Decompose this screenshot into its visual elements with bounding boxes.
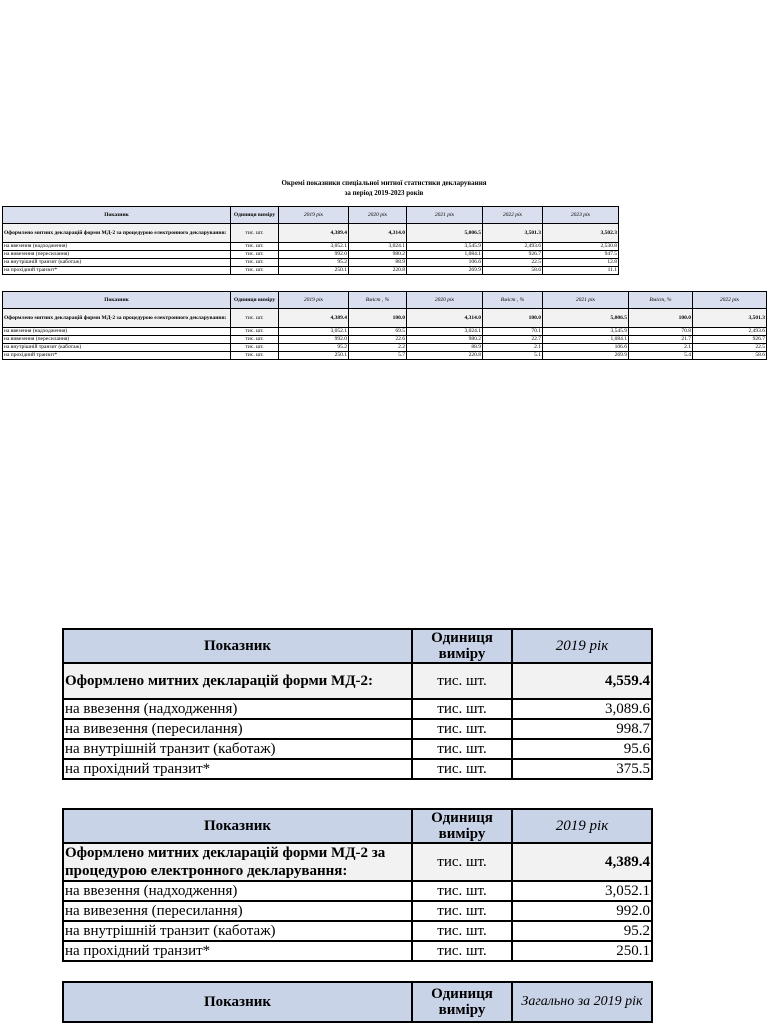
table-cell: тис. шт.	[231, 243, 279, 251]
header-cell: Вміст , %	[349, 292, 407, 309]
table2-body	[3, 328, 767, 360]
table-cell: 5.4	[629, 352, 693, 360]
table-cell: 100.0	[349, 309, 407, 328]
table-cell: тис. шт.	[231, 344, 279, 352]
table-row	[63, 719, 652, 739]
table-cell: 3,545.9	[407, 243, 483, 251]
table-cell: 220.8	[349, 267, 407, 275]
table-cell: тис. шт.	[231, 328, 279, 336]
header-cell: 2019 рік	[512, 629, 652, 663]
table-cell: 3,501.3	[483, 224, 543, 243]
table-cell: 998.7	[512, 719, 652, 739]
header-cell: Одиниця виміру	[412, 629, 512, 663]
table-cell: 95.2	[279, 344, 349, 352]
header-cell: Одиниця виміру	[412, 809, 512, 843]
table-row	[63, 941, 652, 961]
table-cell: на ввезення (надходження)	[3, 328, 231, 336]
table-cell: тис. шт.	[412, 941, 512, 961]
table-cell: тис. шт.	[412, 739, 512, 759]
table-cell: на прохідний транзит*	[63, 759, 412, 779]
table-cell: тис. шт.	[231, 251, 279, 259]
header-cell: Показник	[63, 809, 412, 843]
table-cell: 980.2	[407, 336, 483, 344]
table-cell: 3,089.6	[512, 699, 652, 719]
table-cell: 11.1	[543, 267, 619, 275]
table3-body	[63, 699, 652, 779]
table-cell: 12.8	[543, 259, 619, 267]
document-title	[0, 178, 768, 198]
table-cell: 88.9	[349, 259, 407, 267]
table-header-row	[63, 629, 652, 663]
table-cell: Оформлено митних декларацій форми МД-2 за процедурою електронного декларування:	[63, 843, 412, 881]
table-cell: 250.1	[279, 352, 349, 360]
table-cell: 100.0	[629, 309, 693, 328]
table-cell: тис. шт.	[412, 921, 512, 941]
table-row	[63, 739, 652, 759]
table-cell: 5.7	[349, 352, 407, 360]
table-row	[3, 259, 619, 267]
table-cell: 375.5	[512, 759, 652, 779]
stats-table-2019-2023	[2, 206, 619, 275]
table-cell: тис. шт.	[231, 259, 279, 267]
table-cell: тис. шт.	[412, 719, 512, 739]
table-row	[63, 881, 652, 901]
table-row-total	[3, 309, 767, 328]
table-cell: 3,545.9	[543, 328, 629, 336]
table-cell: 69.5	[349, 328, 407, 336]
header-cell: Показник	[3, 207, 231, 224]
table-cell: 250.1	[512, 941, 652, 961]
table-cell: 106.6	[407, 259, 483, 267]
table-cell: на внутрішній транзит (каботаж)	[63, 739, 412, 759]
table-cell: 22.5	[483, 259, 543, 267]
header-cell: Показник	[63, 982, 412, 1022]
table-row	[3, 328, 767, 336]
table-cell: тис. шт.	[412, 881, 512, 901]
table-row	[63, 921, 652, 941]
table-cell: 4,559.4	[512, 663, 652, 699]
table-cell: 58.6	[693, 352, 767, 360]
table-cell: 947.5	[543, 251, 619, 259]
table-cell: 4,314.0	[407, 309, 483, 328]
table-cell: на ввезення (надходження)	[63, 881, 412, 901]
table1-body	[3, 243, 619, 275]
table-cell: Оформлено митних декларацій форми МД-2 за процедурою електронного декларування:	[3, 224, 231, 243]
table-header-row	[3, 292, 767, 309]
table-cell: на ввезення (надходження)	[63, 699, 412, 719]
table-cell: тис. шт.	[412, 663, 512, 699]
table-cell: на прохідний транзит*	[63, 941, 412, 961]
table-cell: 220.8	[407, 352, 483, 360]
table-cell: 4,389.4	[279, 309, 349, 328]
table-cell: тис. шт.	[231, 267, 279, 275]
table-cell: на вивезення (пересилання)	[3, 336, 231, 344]
table-cell: 3,024.1	[407, 328, 483, 336]
table-cell: на внутрішній транзит (каботаж)	[3, 344, 231, 352]
table-cell: 250.1	[279, 267, 349, 275]
table-cell: 58.6	[483, 267, 543, 275]
header-cell: 2020 рік	[349, 207, 407, 224]
header-cell: 2019 рік	[279, 292, 349, 309]
table-row	[3, 267, 619, 275]
table-cell: 70.8	[629, 328, 693, 336]
stats-table-2019-electronic	[62, 808, 653, 962]
table-cell: 3,052.1	[279, 243, 349, 251]
table-cell: 106.6	[543, 344, 629, 352]
table-cell: на ввезення (надходження)	[3, 243, 231, 251]
stats-table-2019-total	[62, 628, 653, 780]
table-cell: 95.2	[279, 259, 349, 267]
table-row	[3, 251, 619, 259]
table-cell: 926.7	[483, 251, 543, 259]
table-cell: 4,314.0	[349, 224, 407, 243]
table-cell: 95.2	[512, 921, 652, 941]
header-cell: 2020 рік	[407, 292, 483, 309]
table-cell: 2.1	[483, 344, 543, 352]
header-cell: 2023 рік	[543, 207, 619, 224]
table-header-row	[3, 207, 619, 224]
table-row	[63, 759, 652, 779]
table-cell: тис. шт.	[231, 336, 279, 344]
header-cell: 2021 рік	[543, 292, 629, 309]
table-cell: 4,389.4	[512, 843, 652, 881]
table-row-total	[63, 843, 652, 881]
table-cell: тис. шт.	[231, 352, 279, 360]
table-header-row	[63, 982, 652, 1022]
header-cell: Одиниця виміру	[412, 982, 512, 1022]
table-cell: 95.6	[512, 739, 652, 759]
table-cell: на вивезення (пересилання)	[63, 901, 412, 921]
table-cell: 4,389.4	[279, 224, 349, 243]
table-cell: 3,502.3	[543, 224, 619, 243]
header-cell: 2022 рік	[483, 207, 543, 224]
header-cell: Одиниця виміру	[231, 292, 279, 309]
table-row	[3, 344, 767, 352]
table-cell: 2.2	[349, 344, 407, 352]
table-cell: тис. шт.	[412, 901, 512, 921]
table-cell: на внутрішній транзит (каботаж)	[63, 921, 412, 941]
table-cell: 3,052.1	[512, 881, 652, 901]
header-cell: Загально за 2019 рік	[512, 982, 652, 1022]
table-cell: 5.1	[483, 352, 543, 360]
header-cell: 2022 рік	[693, 292, 767, 309]
table-row-total	[63, 663, 652, 699]
header-cell: Вміст, %	[629, 292, 693, 309]
stats-table-2019-summary	[62, 981, 653, 1023]
table-cell: 21.7	[629, 336, 693, 344]
table-cell: тис. шт.	[231, 224, 279, 243]
table-cell: 5,006.5	[543, 309, 629, 328]
table-cell: на прохідний транзит*	[3, 352, 231, 360]
table-cell: 3,501.3	[693, 309, 767, 328]
table-cell: тис. шт.	[231, 309, 279, 328]
table-cell: 100.0	[483, 309, 543, 328]
table-cell: на вивезення (пересилання)	[63, 719, 412, 739]
stats-table-share	[2, 291, 767, 360]
table-row	[63, 699, 652, 719]
table-cell: 269.9	[543, 352, 629, 360]
header-cell: 2019 рік	[279, 207, 349, 224]
table-cell: 1,084.1	[407, 251, 483, 259]
table-cell: 3,024.1	[349, 243, 407, 251]
title-line-1: Окремі показники спеціальної митної статистики декларування	[281, 179, 487, 187]
table4-body	[63, 881, 652, 961]
header-cell: Вміст , %	[483, 292, 543, 309]
table-header-row	[63, 809, 652, 843]
header-cell: Показник	[3, 292, 231, 309]
table-cell: Оформлено митних декларацій форми МД-2:	[63, 663, 412, 699]
table-cell: 88.9	[407, 344, 483, 352]
header-cell: Одиниця виміру	[231, 207, 279, 224]
table-row-total	[3, 224, 619, 243]
table-cell: тис. шт.	[412, 699, 512, 719]
table-cell: 992.0	[512, 901, 652, 921]
header-cell: 2021 рік	[407, 207, 483, 224]
table-cell: 980.2	[349, 251, 407, 259]
title-line-2: за період 2019-2023 років	[344, 189, 424, 197]
table-cell: на прохідний транзит*	[3, 267, 231, 275]
table-row	[3, 243, 619, 251]
table-cell: Оформлено митних декларацій форми МД-2 за процедурою електронного декларування:	[3, 309, 231, 328]
table-row	[3, 336, 767, 344]
table-row	[63, 901, 652, 921]
table-cell: 22.5	[693, 344, 767, 352]
table-cell: 5,006.5	[407, 224, 483, 243]
table-cell: 992.0	[279, 251, 349, 259]
table-cell: на внутрішній транзит (каботаж)	[3, 259, 231, 267]
header-cell: 2019 рік	[512, 809, 652, 843]
table-cell: тис. шт.	[412, 759, 512, 779]
table-row	[3, 352, 767, 360]
table-cell: 2,493.6	[693, 328, 767, 336]
table-cell: 992.0	[279, 336, 349, 344]
table-cell: 269.9	[407, 267, 483, 275]
table-cell: 3,052.1	[279, 328, 349, 336]
table-cell: 1,084.1	[543, 336, 629, 344]
table-cell: 926.7	[693, 336, 767, 344]
table-cell: 2,530.8	[543, 243, 619, 251]
header-cell: Показник	[63, 629, 412, 663]
table-cell: тис. шт.	[412, 843, 512, 881]
table-cell: 2.1	[629, 344, 693, 352]
table-cell: 70.1	[483, 328, 543, 336]
table-cell: 2,493.6	[483, 243, 543, 251]
table-cell: 22.6	[349, 336, 407, 344]
table-cell: на вивезення (пересилання)	[3, 251, 231, 259]
table-cell: 22.7	[483, 336, 543, 344]
